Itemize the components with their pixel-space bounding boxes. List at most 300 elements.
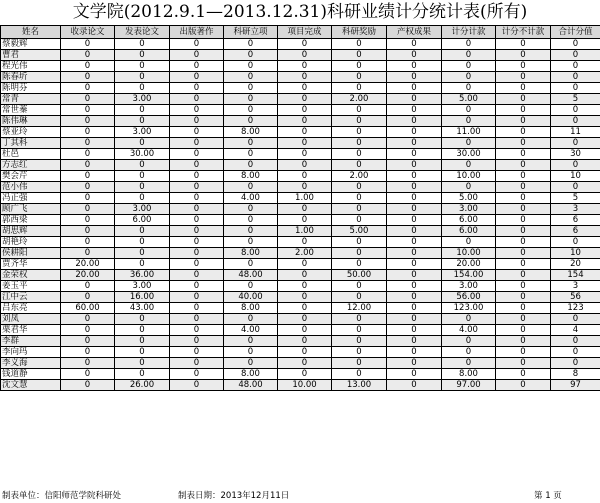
score-cell: 0 xyxy=(61,138,115,149)
score-cell: 0 xyxy=(387,160,442,171)
score-cell: 50.00 xyxy=(332,270,387,281)
column-header: 项目完成 xyxy=(278,26,332,39)
table-row xyxy=(1,237,600,248)
score-cell: 0 xyxy=(278,94,332,105)
score-cell: 11.00 xyxy=(442,127,496,138)
table-row xyxy=(1,61,600,72)
score-cell: 0 xyxy=(551,61,600,72)
score-cell: 0 xyxy=(387,314,442,325)
score-cell: 0 xyxy=(332,369,387,380)
score-cell: 0 xyxy=(170,215,224,226)
score-cell: 4.00 xyxy=(442,325,496,336)
score-table xyxy=(0,25,600,391)
score-cell: 0 xyxy=(224,72,278,83)
score-cell: 0 xyxy=(442,336,496,347)
score-cell: 0 xyxy=(387,259,442,270)
score-cell: 0 xyxy=(170,259,224,270)
score-cell: 3 xyxy=(551,281,600,292)
score-cell: 0 xyxy=(224,50,278,61)
name-cell: 李义海 xyxy=(1,358,61,369)
score-cell: 0 xyxy=(224,358,278,369)
score-cell: 1.00 xyxy=(278,226,332,237)
score-cell: 0 xyxy=(115,83,170,94)
score-cell: 0 xyxy=(61,336,115,347)
score-cell: 0 xyxy=(496,171,551,182)
score-cell: 0 xyxy=(332,182,387,193)
score-cell: 0 xyxy=(224,149,278,160)
score-cell: 10.00 xyxy=(442,171,496,182)
score-cell: 0 xyxy=(224,182,278,193)
name-cell: 樊会芹 xyxy=(1,171,61,182)
score-cell: 0 xyxy=(170,72,224,83)
score-cell: 1.00 xyxy=(278,193,332,204)
score-cell: 0 xyxy=(224,94,278,105)
score-cell: 0 xyxy=(61,292,115,303)
score-cell: 0 xyxy=(387,182,442,193)
score-cell: 60.00 xyxy=(61,303,115,314)
score-cell: 5 xyxy=(551,193,600,204)
score-cell: 0 xyxy=(332,237,387,248)
score-cell: 36.00 xyxy=(115,270,170,281)
table-row xyxy=(1,248,600,259)
score-cell: 0 xyxy=(496,237,551,248)
score-cell: 0 xyxy=(332,204,387,215)
table-row xyxy=(1,292,600,303)
score-cell: 0 xyxy=(496,105,551,116)
table-row xyxy=(1,193,600,204)
score-cell: 97.00 xyxy=(442,380,496,391)
score-cell: 0 xyxy=(332,292,387,303)
score-cell: 0 xyxy=(278,138,332,149)
report-footer xyxy=(0,490,600,503)
table-row xyxy=(1,281,600,292)
score-cell: 0 xyxy=(496,72,551,83)
score-cell: 0 xyxy=(332,325,387,336)
score-cell: 0 xyxy=(496,83,551,94)
name-cell: 陈春圻 xyxy=(1,72,61,83)
score-cell: 0 xyxy=(332,50,387,61)
score-cell: 0 xyxy=(496,281,551,292)
score-cell: 0 xyxy=(61,39,115,50)
score-cell: 0 xyxy=(387,281,442,292)
score-cell: 0 xyxy=(278,83,332,94)
score-cell: 16.00 xyxy=(115,292,170,303)
score-cell: 11 xyxy=(551,127,600,138)
score-cell: 0 xyxy=(442,347,496,358)
score-cell: 0 xyxy=(496,182,551,193)
score-cell: 0 xyxy=(278,61,332,72)
column-header: 计分不计款 xyxy=(496,26,551,39)
name-cell: 刘凤 xyxy=(1,314,61,325)
table-row xyxy=(1,259,600,270)
score-cell: 0 xyxy=(496,226,551,237)
score-cell: 48.00 xyxy=(224,380,278,391)
name-cell: 沈文慧 xyxy=(1,380,61,391)
score-cell: 0 xyxy=(496,336,551,347)
table-header-row xyxy=(1,26,600,39)
name-cell: 常青 xyxy=(1,94,61,105)
score-cell: 0 xyxy=(61,226,115,237)
footer-date: 制表日期：2013年12月11日 xyxy=(178,491,290,501)
score-cell: 0 xyxy=(496,160,551,171)
score-cell: 3.00 xyxy=(115,281,170,292)
score-cell: 0 xyxy=(115,226,170,237)
score-cell: 0 xyxy=(278,314,332,325)
score-cell: 0 xyxy=(224,336,278,347)
score-cell: 4.00 xyxy=(224,193,278,204)
score-cell: 123 xyxy=(551,303,600,314)
score-cell: 10 xyxy=(551,248,600,259)
score-cell: 0 xyxy=(224,259,278,270)
table-row xyxy=(1,138,600,149)
table-row xyxy=(1,314,600,325)
score-cell: 10.00 xyxy=(442,248,496,259)
score-cell: 0 xyxy=(278,270,332,281)
name-cell: 姜玉平 xyxy=(1,281,61,292)
column-header: 姓名 xyxy=(1,26,61,39)
score-cell: 0 xyxy=(61,358,115,369)
score-cell: 0 xyxy=(387,94,442,105)
score-cell: 0 xyxy=(496,116,551,127)
score-cell: 0 xyxy=(61,215,115,226)
score-cell: 0 xyxy=(170,325,224,336)
score-cell: 0 xyxy=(61,160,115,171)
score-cell: 0 xyxy=(170,237,224,248)
name-cell: 吕东亮 xyxy=(1,303,61,314)
score-cell: 5.00 xyxy=(442,193,496,204)
score-cell: 0 xyxy=(224,281,278,292)
score-cell: 6.00 xyxy=(442,215,496,226)
score-cell: 5 xyxy=(551,94,600,105)
score-cell: 0 xyxy=(387,72,442,83)
score-cell: 4 xyxy=(551,325,600,336)
name-cell: 丁其科 xyxy=(1,138,61,149)
table-row xyxy=(1,105,600,116)
score-cell: 0 xyxy=(278,171,332,182)
score-cell: 0 xyxy=(387,303,442,314)
score-cell: 0 xyxy=(61,61,115,72)
score-cell: 0 xyxy=(332,215,387,226)
score-cell: 0 xyxy=(224,116,278,127)
table-row xyxy=(1,358,600,369)
score-cell: 0 xyxy=(332,127,387,138)
score-cell: 6.00 xyxy=(115,215,170,226)
name-cell: 范小伟 xyxy=(1,182,61,193)
score-cell: 0 xyxy=(332,248,387,259)
score-cell: 0 xyxy=(387,171,442,182)
name-cell: 栗君华 xyxy=(1,325,61,336)
score-cell: 0 xyxy=(496,127,551,138)
score-cell: 0 xyxy=(496,248,551,259)
score-cell: 0 xyxy=(115,72,170,83)
score-cell: 0 xyxy=(115,347,170,358)
score-cell: 0 xyxy=(332,314,387,325)
score-cell: 0 xyxy=(170,116,224,127)
score-cell: 0 xyxy=(332,281,387,292)
score-cell: 6 xyxy=(551,215,600,226)
score-cell: 0 xyxy=(442,182,496,193)
score-cell: 0 xyxy=(115,193,170,204)
score-cell: 8.00 xyxy=(224,369,278,380)
column-header: 合计分值 xyxy=(551,26,600,39)
table-row xyxy=(1,72,600,83)
score-cell: 0 xyxy=(278,204,332,215)
score-cell: 0 xyxy=(278,303,332,314)
score-cell: 0 xyxy=(551,39,600,50)
score-cell: 0 xyxy=(115,182,170,193)
score-cell: 5.00 xyxy=(332,226,387,237)
score-cell: 8.00 xyxy=(224,303,278,314)
score-cell: 0 xyxy=(496,259,551,270)
name-cell: 郭西梁 xyxy=(1,215,61,226)
score-cell: 0 xyxy=(387,50,442,61)
score-cell: 0 xyxy=(115,116,170,127)
score-cell: 0 xyxy=(278,50,332,61)
score-cell: 0 xyxy=(170,160,224,171)
table-row xyxy=(1,380,600,391)
name-cell: 程光伟 xyxy=(1,61,61,72)
score-cell: 0 xyxy=(61,50,115,61)
score-cell: 0 xyxy=(115,171,170,182)
footer-page-number: 第 1 页 xyxy=(534,491,562,501)
score-cell: 0 xyxy=(387,105,442,116)
column-header: 发表论文 xyxy=(115,26,170,39)
score-cell: 154.00 xyxy=(442,270,496,281)
score-cell: 12.00 xyxy=(332,303,387,314)
score-cell: 0 xyxy=(387,248,442,259)
name-cell: 金荣权 xyxy=(1,270,61,281)
score-cell: 0 xyxy=(442,50,496,61)
score-cell: 0 xyxy=(224,83,278,94)
name-cell: 胡思辉 xyxy=(1,226,61,237)
name-cell: 李群 xyxy=(1,336,61,347)
score-cell: 0 xyxy=(61,369,115,380)
score-cell: 0 xyxy=(170,303,224,314)
table-row xyxy=(1,325,600,336)
score-cell: 0 xyxy=(115,358,170,369)
score-cell: 10 xyxy=(551,171,600,182)
score-cell: 0 xyxy=(170,138,224,149)
score-cell: 48.00 xyxy=(224,270,278,281)
score-cell: 56.00 xyxy=(442,292,496,303)
table-row xyxy=(1,226,600,237)
score-cell: 0 xyxy=(442,160,496,171)
score-cell: 0 xyxy=(224,237,278,248)
score-cell: 0 xyxy=(170,94,224,105)
score-cell: 0 xyxy=(224,215,278,226)
score-cell: 0 xyxy=(551,83,600,94)
name-cell: 陈明芬 xyxy=(1,83,61,94)
score-cell: 0 xyxy=(387,39,442,50)
score-cell: 0 xyxy=(170,380,224,391)
score-cell: 0 xyxy=(442,39,496,50)
score-cell: 0 xyxy=(170,171,224,182)
score-cell: 0 xyxy=(170,226,224,237)
score-cell: 2.00 xyxy=(332,94,387,105)
score-cell: 0 xyxy=(115,39,170,50)
score-cell: 0 xyxy=(278,182,332,193)
score-cell: 56 xyxy=(551,292,600,303)
score-cell: 0 xyxy=(442,138,496,149)
score-cell: 8.00 xyxy=(224,248,278,259)
score-cell: 0 xyxy=(61,94,115,105)
score-cell: 0 xyxy=(496,292,551,303)
score-cell: 0 xyxy=(170,83,224,94)
column-header: 计分计款 xyxy=(442,26,496,39)
score-cell: 0 xyxy=(387,358,442,369)
score-cell: 0 xyxy=(551,138,600,149)
score-cell: 6.00 xyxy=(442,226,496,237)
name-cell: 顾广飞 xyxy=(1,204,61,215)
score-cell: 0 xyxy=(387,127,442,138)
score-cell: 0 xyxy=(224,105,278,116)
table-row xyxy=(1,171,600,182)
score-cell: 0 xyxy=(387,369,442,380)
score-cell: 0 xyxy=(115,325,170,336)
score-cell: 0 xyxy=(61,72,115,83)
score-cell: 30.00 xyxy=(442,149,496,160)
score-cell: 0 xyxy=(170,248,224,259)
score-cell: 0 xyxy=(387,380,442,391)
score-cell: 6 xyxy=(551,226,600,237)
score-cell: 0 xyxy=(115,61,170,72)
score-cell: 0 xyxy=(496,347,551,358)
score-cell: 0 xyxy=(278,127,332,138)
score-cell: 0 xyxy=(278,358,332,369)
score-cell: 0 xyxy=(551,72,600,83)
score-cell: 0 xyxy=(115,50,170,61)
score-cell: 0 xyxy=(442,314,496,325)
score-cell: 0 xyxy=(496,325,551,336)
table-row xyxy=(1,204,600,215)
table-row xyxy=(1,270,600,281)
score-cell: 0 xyxy=(387,347,442,358)
score-cell: 0 xyxy=(61,193,115,204)
table-row xyxy=(1,182,600,193)
score-cell: 0 xyxy=(496,314,551,325)
score-cell: 0 xyxy=(387,270,442,281)
score-cell: 0 xyxy=(278,325,332,336)
score-cell: 0 xyxy=(115,237,170,248)
score-cell: 0 xyxy=(551,116,600,127)
column-header: 出版著作 xyxy=(170,26,224,39)
score-cell: 0 xyxy=(170,336,224,347)
table-row xyxy=(1,116,600,127)
score-cell: 0 xyxy=(332,39,387,50)
score-cell: 0 xyxy=(332,61,387,72)
score-cell: 0 xyxy=(496,270,551,281)
name-cell: 蔡亚玲 xyxy=(1,127,61,138)
score-cell: 0 xyxy=(442,83,496,94)
table-row xyxy=(1,39,600,50)
score-cell: 0 xyxy=(551,358,600,369)
score-cell: 0 xyxy=(332,105,387,116)
score-cell: 0 xyxy=(224,138,278,149)
score-cell: 0 xyxy=(61,182,115,193)
score-cell: 0 xyxy=(61,281,115,292)
score-cell: 0 xyxy=(387,325,442,336)
score-cell: 0 xyxy=(496,215,551,226)
score-cell: 0 xyxy=(332,160,387,171)
column-header: 产权成果 xyxy=(387,26,442,39)
score-cell: 0 xyxy=(442,61,496,72)
score-cell: 0 xyxy=(224,61,278,72)
score-cell: 40.00 xyxy=(224,292,278,303)
score-cell: 0 xyxy=(387,226,442,237)
score-cell: 0 xyxy=(61,248,115,259)
score-cell: 123.00 xyxy=(442,303,496,314)
score-cell: 3.00 xyxy=(115,127,170,138)
score-cell: 0 xyxy=(442,237,496,248)
name-cell: 胡艳玲 xyxy=(1,237,61,248)
score-cell: 0 xyxy=(170,281,224,292)
score-cell: 0 xyxy=(115,369,170,380)
score-cell: 0 xyxy=(387,215,442,226)
score-cell: 0 xyxy=(224,314,278,325)
score-cell: 0 xyxy=(551,160,600,171)
table-row xyxy=(1,50,600,61)
table-row xyxy=(1,160,600,171)
score-cell: 0 xyxy=(278,369,332,380)
score-cell: 0 xyxy=(170,127,224,138)
score-cell: 0 xyxy=(496,369,551,380)
score-cell: 0 xyxy=(278,39,332,50)
score-cell: 0 xyxy=(387,83,442,94)
score-cell: 30 xyxy=(551,149,600,160)
score-cell: 0 xyxy=(278,72,332,83)
score-cell: 0 xyxy=(387,204,442,215)
score-cell: 0 xyxy=(442,105,496,116)
name-cell: 曹君 xyxy=(1,50,61,61)
table-row xyxy=(1,94,600,105)
column-header: 科研立项 xyxy=(224,26,278,39)
table-row xyxy=(1,83,600,94)
name-cell: 杜邑 xyxy=(1,149,61,160)
score-cell: 0 xyxy=(278,149,332,160)
column-header: 科研奖励 xyxy=(332,26,387,39)
table-row xyxy=(1,369,600,380)
score-cell: 0 xyxy=(387,61,442,72)
score-cell: 20.00 xyxy=(61,270,115,281)
score-cell: 3.00 xyxy=(442,281,496,292)
score-cell: 0 xyxy=(496,94,551,105)
score-cell: 0 xyxy=(496,380,551,391)
score-cell: 0 xyxy=(170,369,224,380)
score-cell: 20 xyxy=(551,259,600,270)
score-cell: 0 xyxy=(332,149,387,160)
score-cell: 0 xyxy=(61,83,115,94)
score-cell: 0 xyxy=(332,193,387,204)
score-cell: 0 xyxy=(551,182,600,193)
score-cell: 0 xyxy=(496,61,551,72)
score-cell: 0 xyxy=(332,116,387,127)
score-cell: 0 xyxy=(170,358,224,369)
score-cell: 0 xyxy=(61,314,115,325)
score-cell: 97 xyxy=(551,380,600,391)
score-cell: 3 xyxy=(551,204,600,215)
score-cell: 0 xyxy=(496,138,551,149)
score-cell: 0 xyxy=(496,39,551,50)
score-cell: 0 xyxy=(224,204,278,215)
score-cell: 43.00 xyxy=(115,303,170,314)
score-cell: 0 xyxy=(387,292,442,303)
score-cell: 0 xyxy=(224,39,278,50)
score-cell: 0 xyxy=(115,314,170,325)
table-row xyxy=(1,303,600,314)
score-cell: 0 xyxy=(551,314,600,325)
score-cell: 4.00 xyxy=(224,325,278,336)
score-cell: 0 xyxy=(61,171,115,182)
